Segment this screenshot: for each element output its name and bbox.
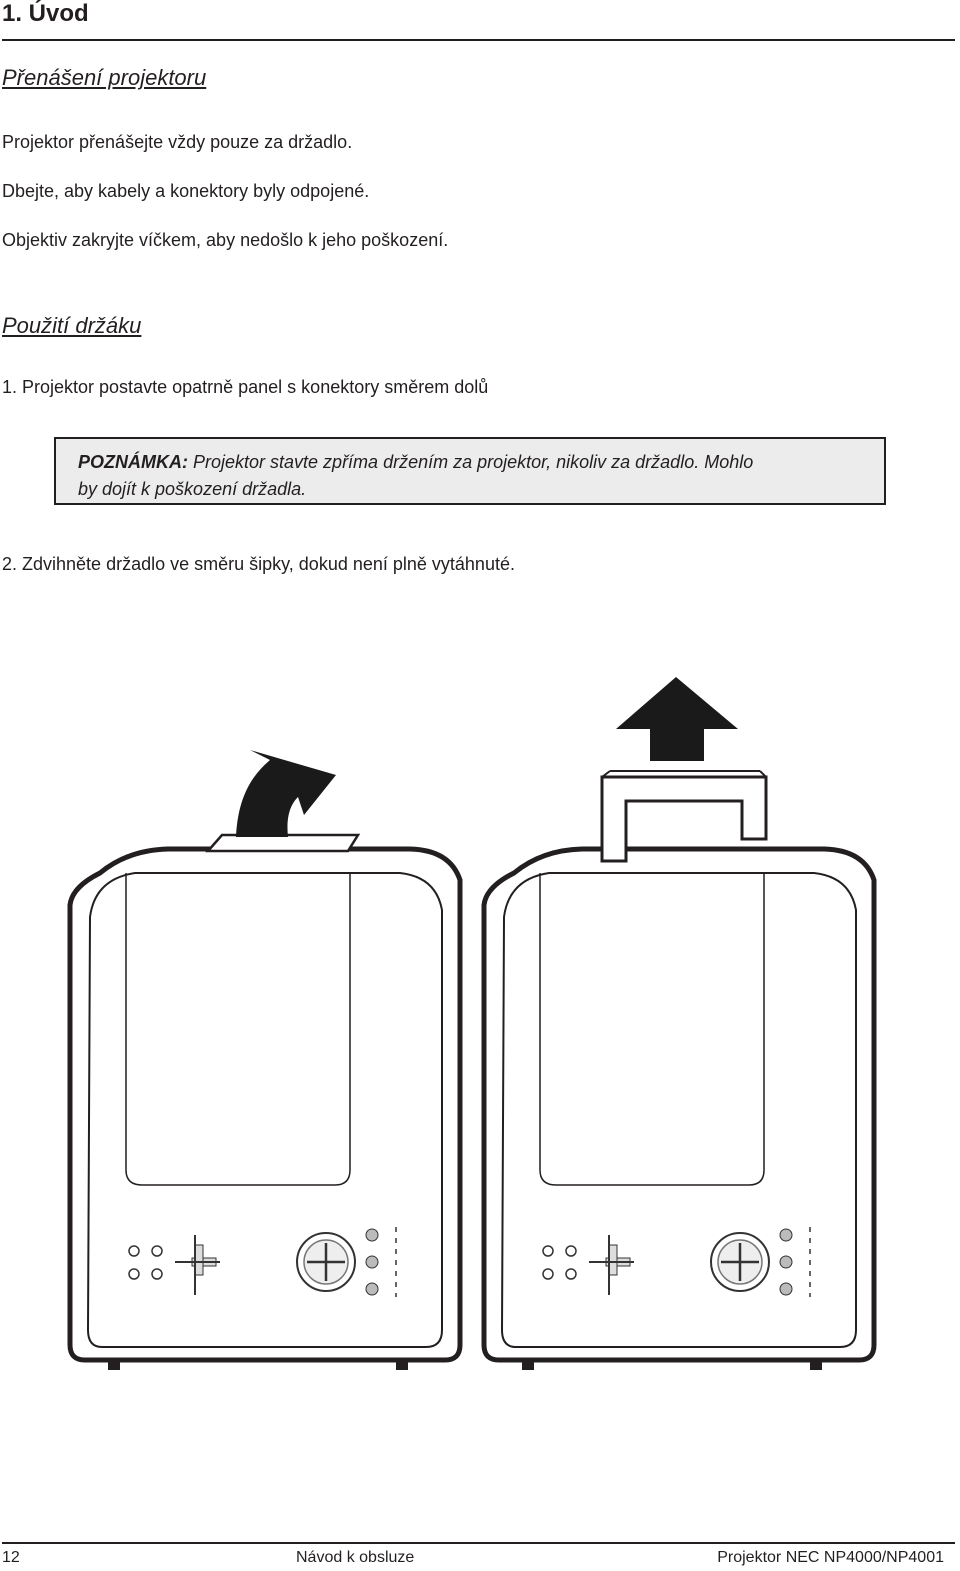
note-line-2: by dojít k poškození držadla. — [78, 479, 307, 499]
note-line-1: Projektor stavte zpříma držením za projektor, nikoliv za držadlo. Mohlo — [188, 452, 754, 472]
paragraph: Dbejte, aby kabely a konektory byly odpojené. — [2, 181, 370, 201]
curved-arrow-icon — [236, 750, 336, 837]
projector-left — [70, 750, 460, 1370]
top-rule — [2, 39, 955, 41]
up-arrow-icon — [616, 677, 738, 761]
footer-right: Projektor NEC NP4000/NP4001 — [717, 1549, 944, 1566]
section-title-handle: Použití držáku — [2, 313, 142, 338]
paragraph: Objektiv zakryjte víčkem, aby nedošlo k jeho poškození. — [2, 230, 449, 250]
footer-center: Návod k obsluze — [296, 1549, 415, 1566]
projector-handle-illustration — [50, 665, 890, 1385]
note-box — [54, 437, 886, 505]
note-text — [78, 449, 868, 503]
note-label: POZNÁMKA: — [78, 452, 188, 472]
section-title-carrying: Přenášení projektoru — [2, 65, 207, 90]
projector-right — [484, 677, 874, 1370]
paragraph: Projektor přenášejte vždy pouze za držadlo. — [2, 132, 353, 152]
chapter-heading: 1. Úvod — [2, 0, 89, 27]
page-number: 12 — [2, 1549, 20, 1566]
bottom-rule — [2, 1542, 955, 1544]
step-2-text: 2. Zdvihněte držadlo ve směru šipky, dokud není plně vytáhnuté. — [2, 554, 515, 574]
step-1-text: 1. Projektor postavte opatrně panel s konektory směrem dolů — [2, 377, 489, 397]
